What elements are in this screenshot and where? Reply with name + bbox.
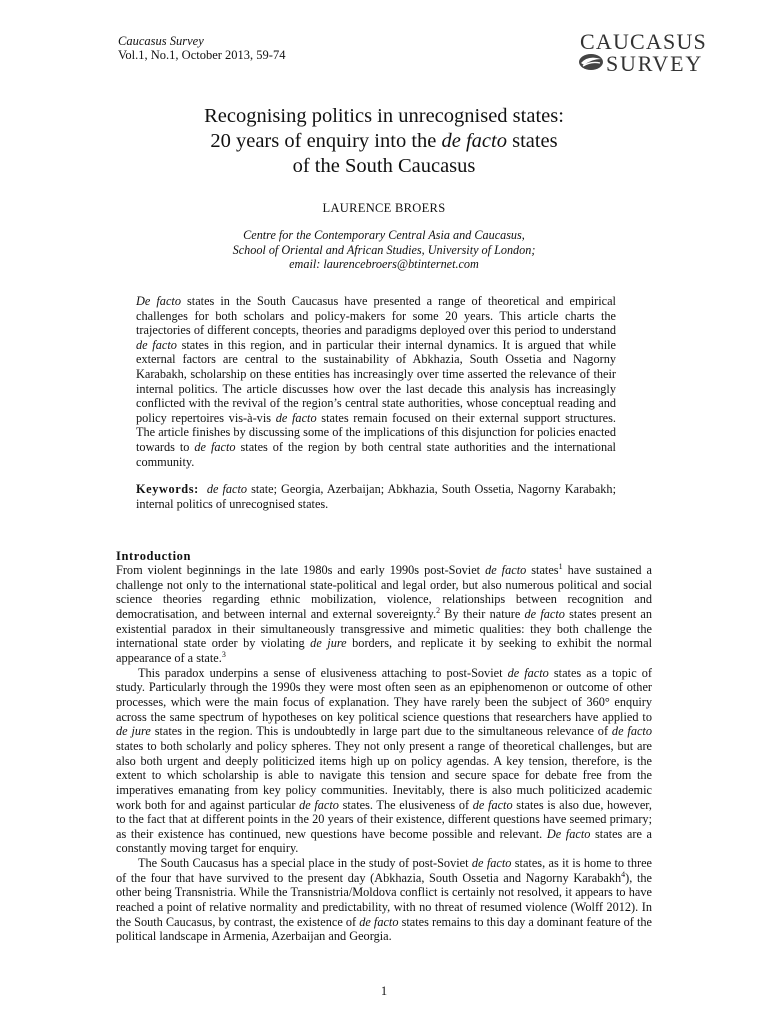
- abstract: [136, 294, 616, 469]
- text-run: states. The elusiveness of: [338, 797, 473, 812]
- text-run: states to both scholarly and policy spheres. They not only present a range of theoretical challenges, but are also both urgent and deeply politicized items high up on policy agendas. A key tension, therefore, is the extent to which scholarship is able to navigate this tension and secure space for debate free from the imperatives emanating from key policy communities. Inevitably, there is also much politicized academic work both for and against particular: [116, 738, 652, 812]
- affiliation-line2: School of Oriental and African Studies, University of London;: [232, 242, 536, 257]
- italic-term: de jure: [116, 724, 151, 739]
- author-affiliation: [118, 228, 650, 272]
- affiliation-email: email: laurencebroers@btinternet.com: [289, 257, 479, 271]
- text-run: ), the other being Transnistria. While the Transnistria/Moldova conflict is certainly not resolved, it appears to have reached a point of relative normality and predictability, with no threat of resumed violence (Wolff 2012). In the South Caucasus, by contrast, the existence of: [116, 870, 652, 929]
- text-run: states of the region by both central state authorities and the international community.: [136, 439, 616, 469]
- journal-name: Caucasus Survey: [118, 34, 204, 48]
- italic-term: de facto: [471, 856, 512, 871]
- footnote-marker: 4: [621, 869, 626, 879]
- page-number: 1: [380, 984, 388, 998]
- text-run: states in the region. This is undoubtedly in large part due to the simultaneous relevance of: [150, 724, 612, 739]
- mountain-swoosh-icon: [578, 52, 604, 72]
- text-run: From violent beginnings in the late 1980s and early 1990s post-Soviet: [116, 563, 486, 577]
- logo-line1: CAUCASUS: [580, 29, 707, 54]
- italic-term: de facto: [485, 563, 527, 577]
- author-name: LAURENCE BROERS: [322, 201, 446, 215]
- keywords-list: [136, 482, 616, 511]
- text-run: states is also due, however, to the fact that at different points in the 20 years of their existence, different questions have seemed primary; as their existence has continued, new questions have become possible and relevant.: [116, 797, 652, 841]
- italic-term: de facto: [194, 439, 236, 454]
- text-run: states, as it is home to three of the four that have survived to the present day (Abkhazia, South Ossetia and Nagorny Karabakh: [116, 856, 652, 885]
- text-run: This paradox underpins a sense of elusiveness attaching to post-Soviet: [138, 665, 508, 680]
- text-run: states are a constantly moving target for enquiry.: [116, 826, 652, 856]
- title-line3: of the South Caucasus: [292, 155, 476, 177]
- body-paragraph: [116, 666, 652, 857]
- title-line2: [118, 129, 650, 154]
- text-run: The South Caucasus has a special place in the study of post-Soviet: [138, 856, 472, 871]
- keywords: [136, 482, 616, 511]
- italic-term: de jure: [310, 636, 347, 651]
- caucasus-survey-logo: [576, 29, 707, 76]
- volume-info: Vol.1, No.1, October 2013, 59-74: [118, 48, 286, 62]
- text-run: state; Georgia, Azerbaijan; Abkhazia, South Ossetia, Nagorny Karabakh; internal politics of unrecognised states.: [136, 482, 616, 511]
- journal-header: [118, 34, 285, 62]
- italic-term: de facto: [611, 724, 652, 739]
- italic-term: de facto: [359, 914, 399, 929]
- section-heading-introduction: Introduction: [116, 549, 192, 563]
- logo-line2: SURVEY: [606, 51, 704, 76]
- italic-term: de facto: [136, 337, 177, 352]
- text-run: states in the South Caucasus have presented a range of theoretical and empirical challenges for both scholars and policy-makers for some 20 years. This article charts the trajectories of different concepts, theories and paradigms deployed over this period to understand: [136, 294, 616, 338]
- footnote-marker: 1: [558, 561, 563, 571]
- title-line2-pre: 20 years of enquiry into the: [210, 130, 442, 152]
- title-line2-post: states: [506, 130, 558, 152]
- text-run: states remain focused on their external support structures. The article finishes by discussing some of the implications of this disjunction for policies enacted towards to: [136, 410, 616, 454]
- title-line2-em: de facto: [441, 130, 507, 152]
- footnote-marker: 3: [221, 649, 226, 659]
- italic-term: De facto: [136, 294, 181, 308]
- title-line1: Recognising politics in unrecognised states:: [204, 105, 564, 127]
- italic-term: de facto: [507, 665, 549, 680]
- affiliation-line1: Centre for the Contemporary Central Asia and Caucasus,: [243, 228, 525, 242]
- body-paragraph: [116, 856, 652, 944]
- text-run: have sustained a challenge not only to the international state-political and legal order, but also numerous political and social science theories regarding ethnic mobilization, violence, relationships between recognition and democratisation, and between internal and external sovereignty.: [116, 563, 652, 621]
- italic-term: de facto: [206, 482, 248, 496]
- italic-term: de facto: [524, 606, 565, 621]
- text-run: states in this region, and in particular their internal dynamics. It is argued that while external factors are central to the sustainability of Abkhazia, South Ossetia and Nagorny Karabakh, scholarship on these entities has increasingly over time asserted the relevance of their internal politics. The article discusses how over the last decade this analysis has increasingly conflicted with the revival of the region’s central state authorities, whose conceptual reading and policy repertoires vis-à-vis: [136, 337, 616, 425]
- text-run: By their nature: [440, 606, 525, 621]
- italic-term: De facto: [546, 826, 591, 841]
- body-text: [116, 563, 652, 944]
- article-title: [118, 104, 650, 179]
- italic-term: de facto: [472, 797, 513, 812]
- text-run: states: [526, 563, 559, 577]
- footnote-marker: 2: [436, 605, 441, 615]
- italic-term: de facto: [299, 797, 339, 812]
- italic-term: de facto: [275, 410, 317, 425]
- text-run: states as a topic of study. Particularly through the 1990s they were most often seen as an epiphenomenon or outcome of other processes, which were the main focus of explanation. They have rarely been the subject of 360° enquiry across the same spectrum of hypotheses on key political science questions that researchers have applied to: [116, 665, 652, 724]
- text-run: states present an existential paradox in their simultaneously transgressive and mimetic qualities: they both challenge the international state order by violating: [116, 606, 652, 651]
- text-run: borders, and replicate it by seeking to exhibit the normal appearance of a state.: [116, 636, 652, 665]
- text-run: states remains to this day a dominant feature of the political landscape in Armenia, Azerbaijan and Georgia.: [116, 914, 652, 944]
- keywords-label: Keywords:: [136, 482, 199, 496]
- body-paragraph: [116, 563, 652, 666]
